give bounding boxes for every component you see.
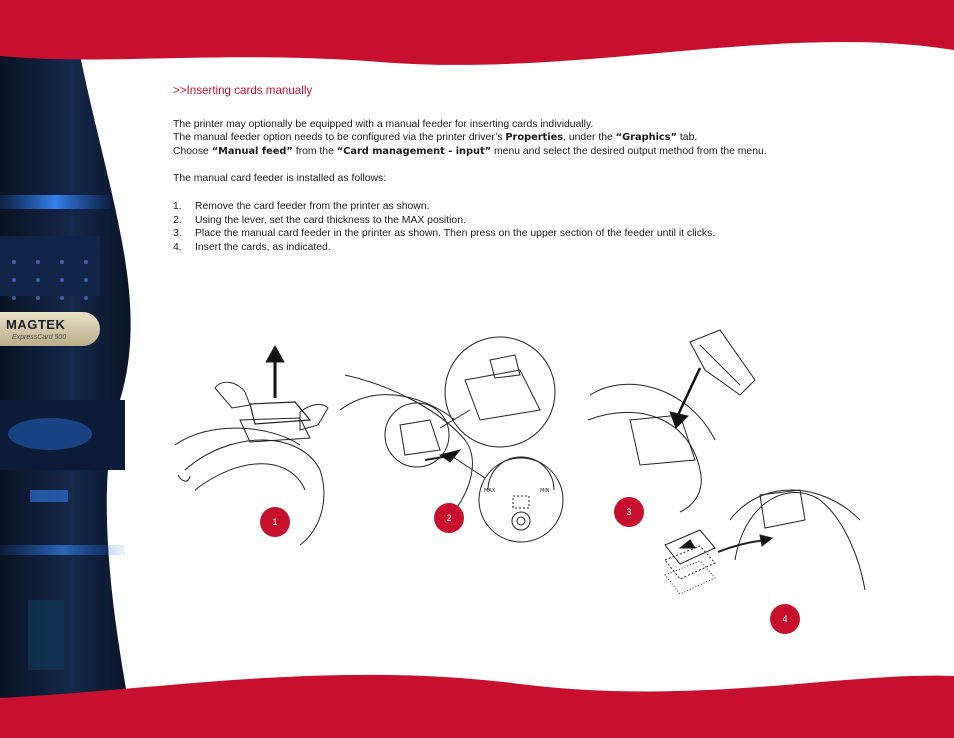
intro-line-1: The printer may optionally be equipped with a manual feeder for inserting cards individually. [173,118,594,130]
intro-line-2: The manual feeder option needs to be configured via the printer driver’s Properties, under the “Graphics” tab. [173,132,698,144]
dial-min-label: MIN [540,488,550,494]
figure-1-remove-feeder [175,346,328,545]
step-badge-1: 1 [260,507,290,537]
logo-subtitle: ExpressCard 500 [12,334,67,341]
section-title: >>Inserting cards manually [173,84,313,97]
card-management-bold: “Card management - input” [336,145,492,157]
step-item: 4. Insert the cards, as indicated. [173,241,331,253]
dial-max-label: MAX [484,488,496,494]
step-item: 2. Using the lever, set the card thickness to the MAX position. [173,214,466,226]
intro-line-3: Choose “Manual feed” from the “Card management - input” menu and select the desired output method from the menu. [173,145,767,157]
step-item: 1. Remove the card feeder from the printer as shown. [173,200,430,212]
step-badge-2: 2 [434,503,464,533]
step-badge-4: 4 [770,604,800,634]
step-badge-3: 3 [614,497,644,527]
manual-feed-bold: “Manual feed” [211,145,293,157]
figure-3-place-feeder [588,330,755,512]
properties-bold: Properties [505,132,564,144]
figure-4-insert-cards [665,490,865,594]
step-item: 3. Place the manual card feeder in the printer as shown. Then press on the upper section of the feeder until it clicks. [173,228,716,240]
logo-text: MAGTEK [6,317,66,332]
install-intro: The manual card feeder is installed as follows: [173,173,387,185]
graphics-tab-bold: “Graphics” [615,132,678,144]
